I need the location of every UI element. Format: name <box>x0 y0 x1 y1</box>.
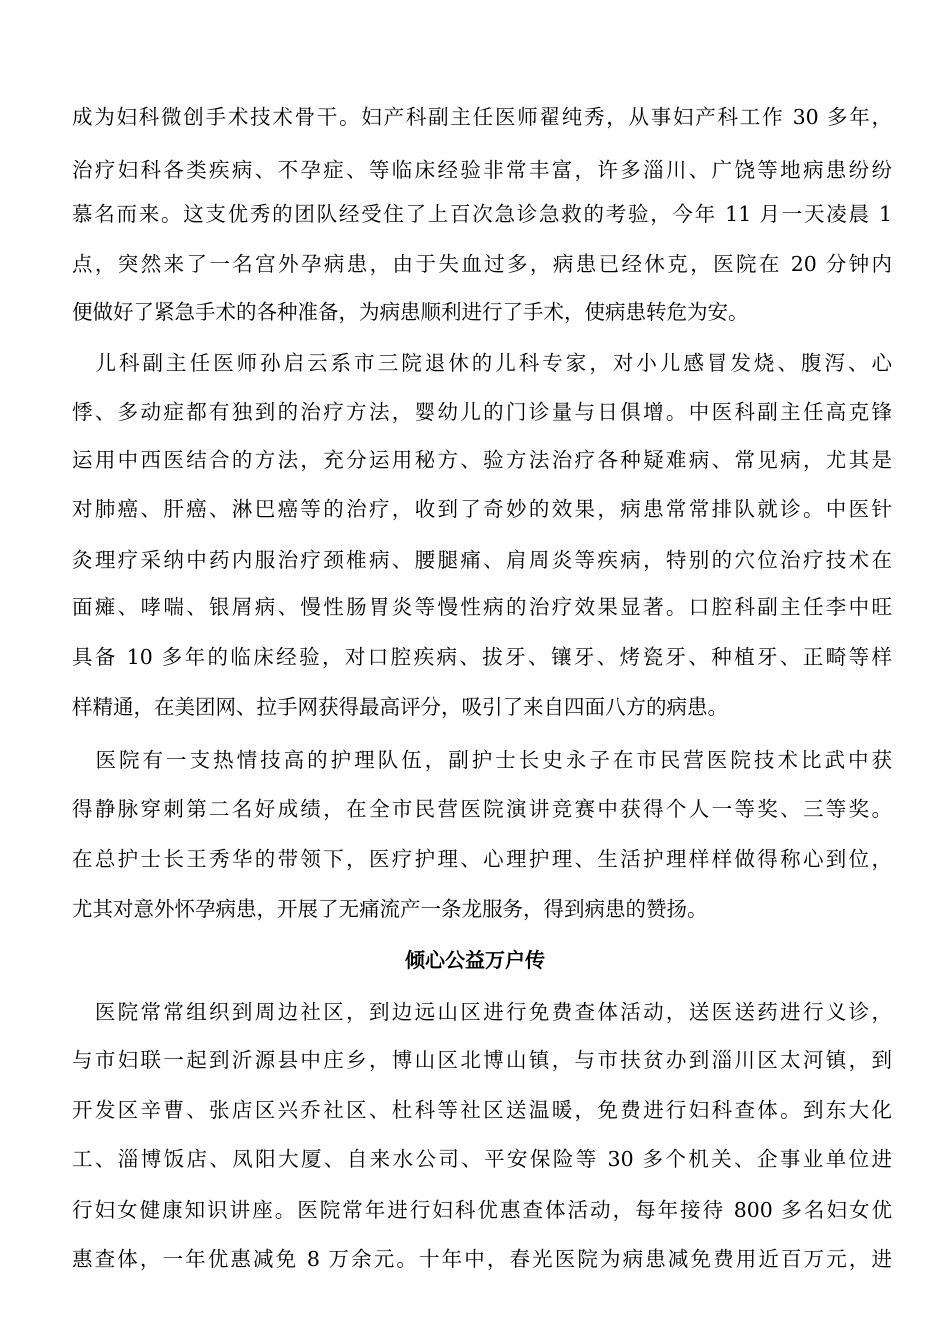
text-line: 开发区辛曹、张店区兴乔社区、杜科等社区送温暖，免费进行妇科查体。到东大化 <box>72 1098 892 1122</box>
text-line: 慕名而来。这支优秀的团队经受住了上百次急诊急救的考验，今年 11 月一天凌晨 1 <box>72 202 892 226</box>
text-line: 医院有一支热情技高的护理队伍，副护士长史永子在市民营医院技术比武中获 <box>72 748 892 772</box>
text-line: 运用中西医结合的方法，充分运用秘方、验方法治疗各种疑难病、常见病，尤其是 <box>72 448 892 472</box>
text-line: 工、淄博饭店、凤阳大厦、自来水公司、平安保险等 30 多个机关、企事业单位进 <box>72 1147 892 1171</box>
text-line: 惠查体，一年优惠减免 8 万余元。十年中，春光医院为病患减免费用近百万元，进 <box>72 1247 892 1271</box>
text-line: 成为妇科微创手术技术骨干。妇产科副主任医师翟纯秀，从事妇产科工作 30 多年， <box>72 105 892 129</box>
text-line: 儿科副主任医师孙启云系市三院退休的儿科专家，对小儿感冒发烧、腹泻、心 <box>72 351 892 375</box>
text-line: 样精通，在美团网、拉手网获得最高评分，吸引了来自四面八方的病患。 <box>72 695 728 719</box>
text-line: 便做好了紧急手术的各种准备，为病患顺利进行了手术，使病患转危为安。 <box>72 300 749 324</box>
text-line: 悸、多动症都有独到的治疗方法，婴幼儿的门诊量与日俱增。中医科副主任高克锋 <box>72 400 892 424</box>
text-line: 医院常常组织到周边社区，到边远山区进行免费查体活动，送医送药进行义诊， <box>72 1000 892 1024</box>
text-line: 与市妇联一起到沂源县中庄乡，博山区北博山镇，与市扶贫办到淄川区太河镇，到 <box>72 1048 892 1072</box>
section-heading: 倾心公益万户传 <box>405 948 545 972</box>
text-line: 面瘫、哮喘、银屑病、慢性肠胃炎等慢性病的治疗效果显著。口腔科副主任李中旺 <box>72 595 892 619</box>
text-line: 行妇女健康知识讲座。医院常年进行妇科优惠查体活动，每年接待 800 多名妇女优 <box>72 1198 892 1222</box>
text-line: 治疗妇科各类疾病、不孕症、等临床经验非常丰富，许多淄川、广饶等地病患纷纷 <box>72 158 892 182</box>
text-line: 对肺癌、肝癌、淋巴癌等的治疗，收到了奇妙的效果，病患常常排队就诊。中医针 <box>72 497 892 521</box>
text-line: 点，突然来了一名宫外孕病患，由于失血过多，病患已经休克，医院在 20 分钟内 <box>72 252 892 276</box>
text-line: 灸理疗采纳中药内服治疗颈椎病、腰腿痛、肩周炎等疾病，特别的穴位治疗技术在 <box>72 548 892 572</box>
text-line: 具备 10 多年的临床经验，对口腔疾病、拔牙、镶牙、烤瓷牙、种植牙、正畸等样 <box>72 645 892 669</box>
text-line: 得静脉穿刺第二名好成绩，在全市民营医院演讲竞赛中获得个人一等奖、三等奖。 <box>72 797 892 821</box>
text-line: 在总护士长王秀华的带领下，医疗护理、心理护理、生活护理样样做得称心到位， <box>72 847 892 871</box>
text-line: 尤其对意外怀孕病患，开展了无痛流产一条龙服务，得到病患的赞扬。 <box>72 897 708 921</box>
